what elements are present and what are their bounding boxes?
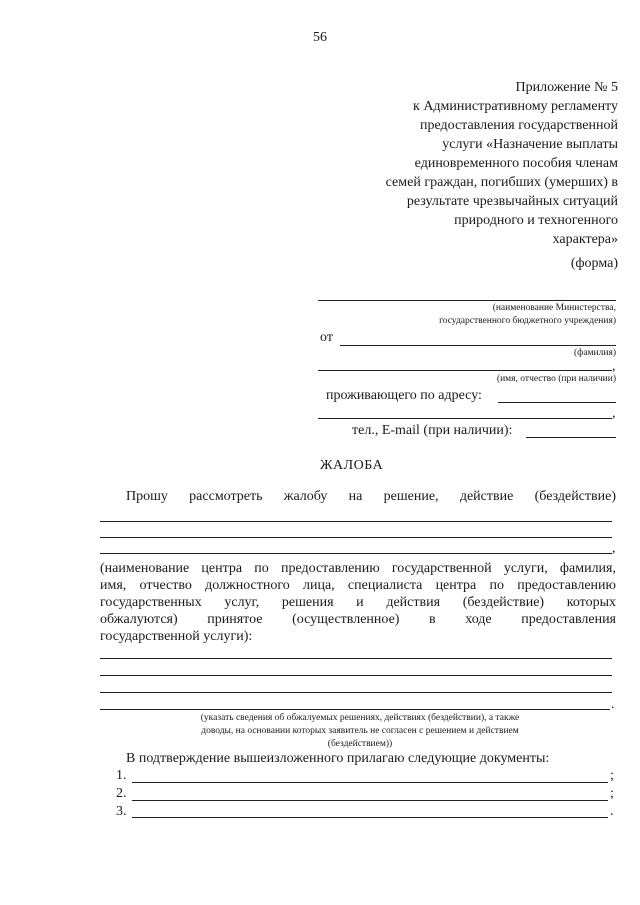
attachment-field[interactable] (132, 817, 608, 818)
subject-field[interactable] (100, 553, 612, 554)
appendix-block (318, 78, 618, 249)
appendix-line: Приложение № 5 (515, 80, 618, 95)
appendix-line: характера» (552, 232, 618, 247)
details-caption-line: доводы, на основании которых заявитель не согласен с решением и действием (201, 726, 519, 736)
explanation-line: (наименование центра по предоставлению государственной услуги, фамилия, (100, 561, 616, 576)
phone-field[interactable] (526, 437, 616, 438)
surname-field[interactable] (340, 345, 616, 346)
appendix-line: единовременного пособия членам (414, 156, 618, 171)
comma: , (612, 541, 616, 556)
form-label: (форма) (570, 256, 618, 271)
ministry-caption: (наименование Министерства, (492, 303, 616, 313)
attachment-number: 2. (116, 786, 127, 801)
attachments-intro: В подтверждение вышеизложенного прилагаю следующие документы: (126, 751, 550, 766)
request-line: Прошу рассмотреть жалобу на решение, действие (бездействие) (126, 489, 616, 504)
details-field[interactable] (100, 658, 612, 659)
details-caption (110, 712, 610, 751)
comma: , (612, 359, 616, 374)
attachment-field[interactable] (132, 800, 608, 801)
explanation-line: имя, отчество должностного лица, специалиста центра по предоставлению (100, 578, 616, 593)
comma: , (612, 406, 616, 421)
appendix-line: предоставления государственной (419, 118, 618, 133)
explanation-line: обжалуются) принятое (осуществленное) в ходе предоставления (100, 612, 616, 627)
appendix-line: услуги «Назначение выплаты (442, 137, 618, 152)
details-field[interactable] (100, 675, 612, 676)
name-caption: (имя, отчество (при наличии) (496, 374, 616, 384)
attachment-end: ; (610, 768, 614, 783)
attachment-end: . (610, 804, 614, 819)
subject-field[interactable] (100, 537, 612, 538)
appendix-line: семей граждан, погибших (умерших) в (385, 175, 618, 190)
details-field[interactable] (100, 709, 610, 710)
appendix-line: природного и техногенного (454, 213, 618, 228)
attachment-number: 1. (116, 768, 127, 783)
ministry-field[interactable] (318, 300, 616, 301)
address-field-2[interactable] (318, 418, 612, 419)
address-field[interactable] (498, 402, 616, 403)
details-caption-line: (указать сведения об обжалуемых решениях, действиях (бездействии), а также (200, 713, 520, 723)
attachment-field[interactable] (132, 782, 608, 783)
surname-caption: (фамилия) (574, 348, 616, 358)
ministry-caption: государственного бюджетного учреждения) (439, 316, 616, 326)
appendix-line: к Административному регламенту (413, 99, 618, 114)
details-field[interactable] (100, 692, 612, 693)
attachment-number: 3. (116, 804, 127, 819)
explanation-line: государственных услуг, решения и действия (бездействие) которых (100, 595, 616, 610)
name-field[interactable] (318, 370, 612, 371)
page-number: 56 (313, 30, 327, 45)
subject-field[interactable] (100, 521, 612, 522)
appendix-line: результате чрезвычайных ситуаций (406, 194, 618, 209)
phone-label: тел., E-mail (при наличии): (352, 423, 513, 438)
from-label: от (320, 330, 333, 345)
explanation-line: государственной услуги): (100, 629, 253, 644)
details-caption-line: (бездействием)) (327, 739, 393, 749)
explanation-paragraph (100, 560, 616, 645)
address-label: проживающего по адресу: (326, 388, 482, 403)
complaint-title: ЖАЛОБА (320, 458, 384, 473)
period: . (611, 697, 615, 712)
attachment-end: ; (610, 786, 614, 801)
